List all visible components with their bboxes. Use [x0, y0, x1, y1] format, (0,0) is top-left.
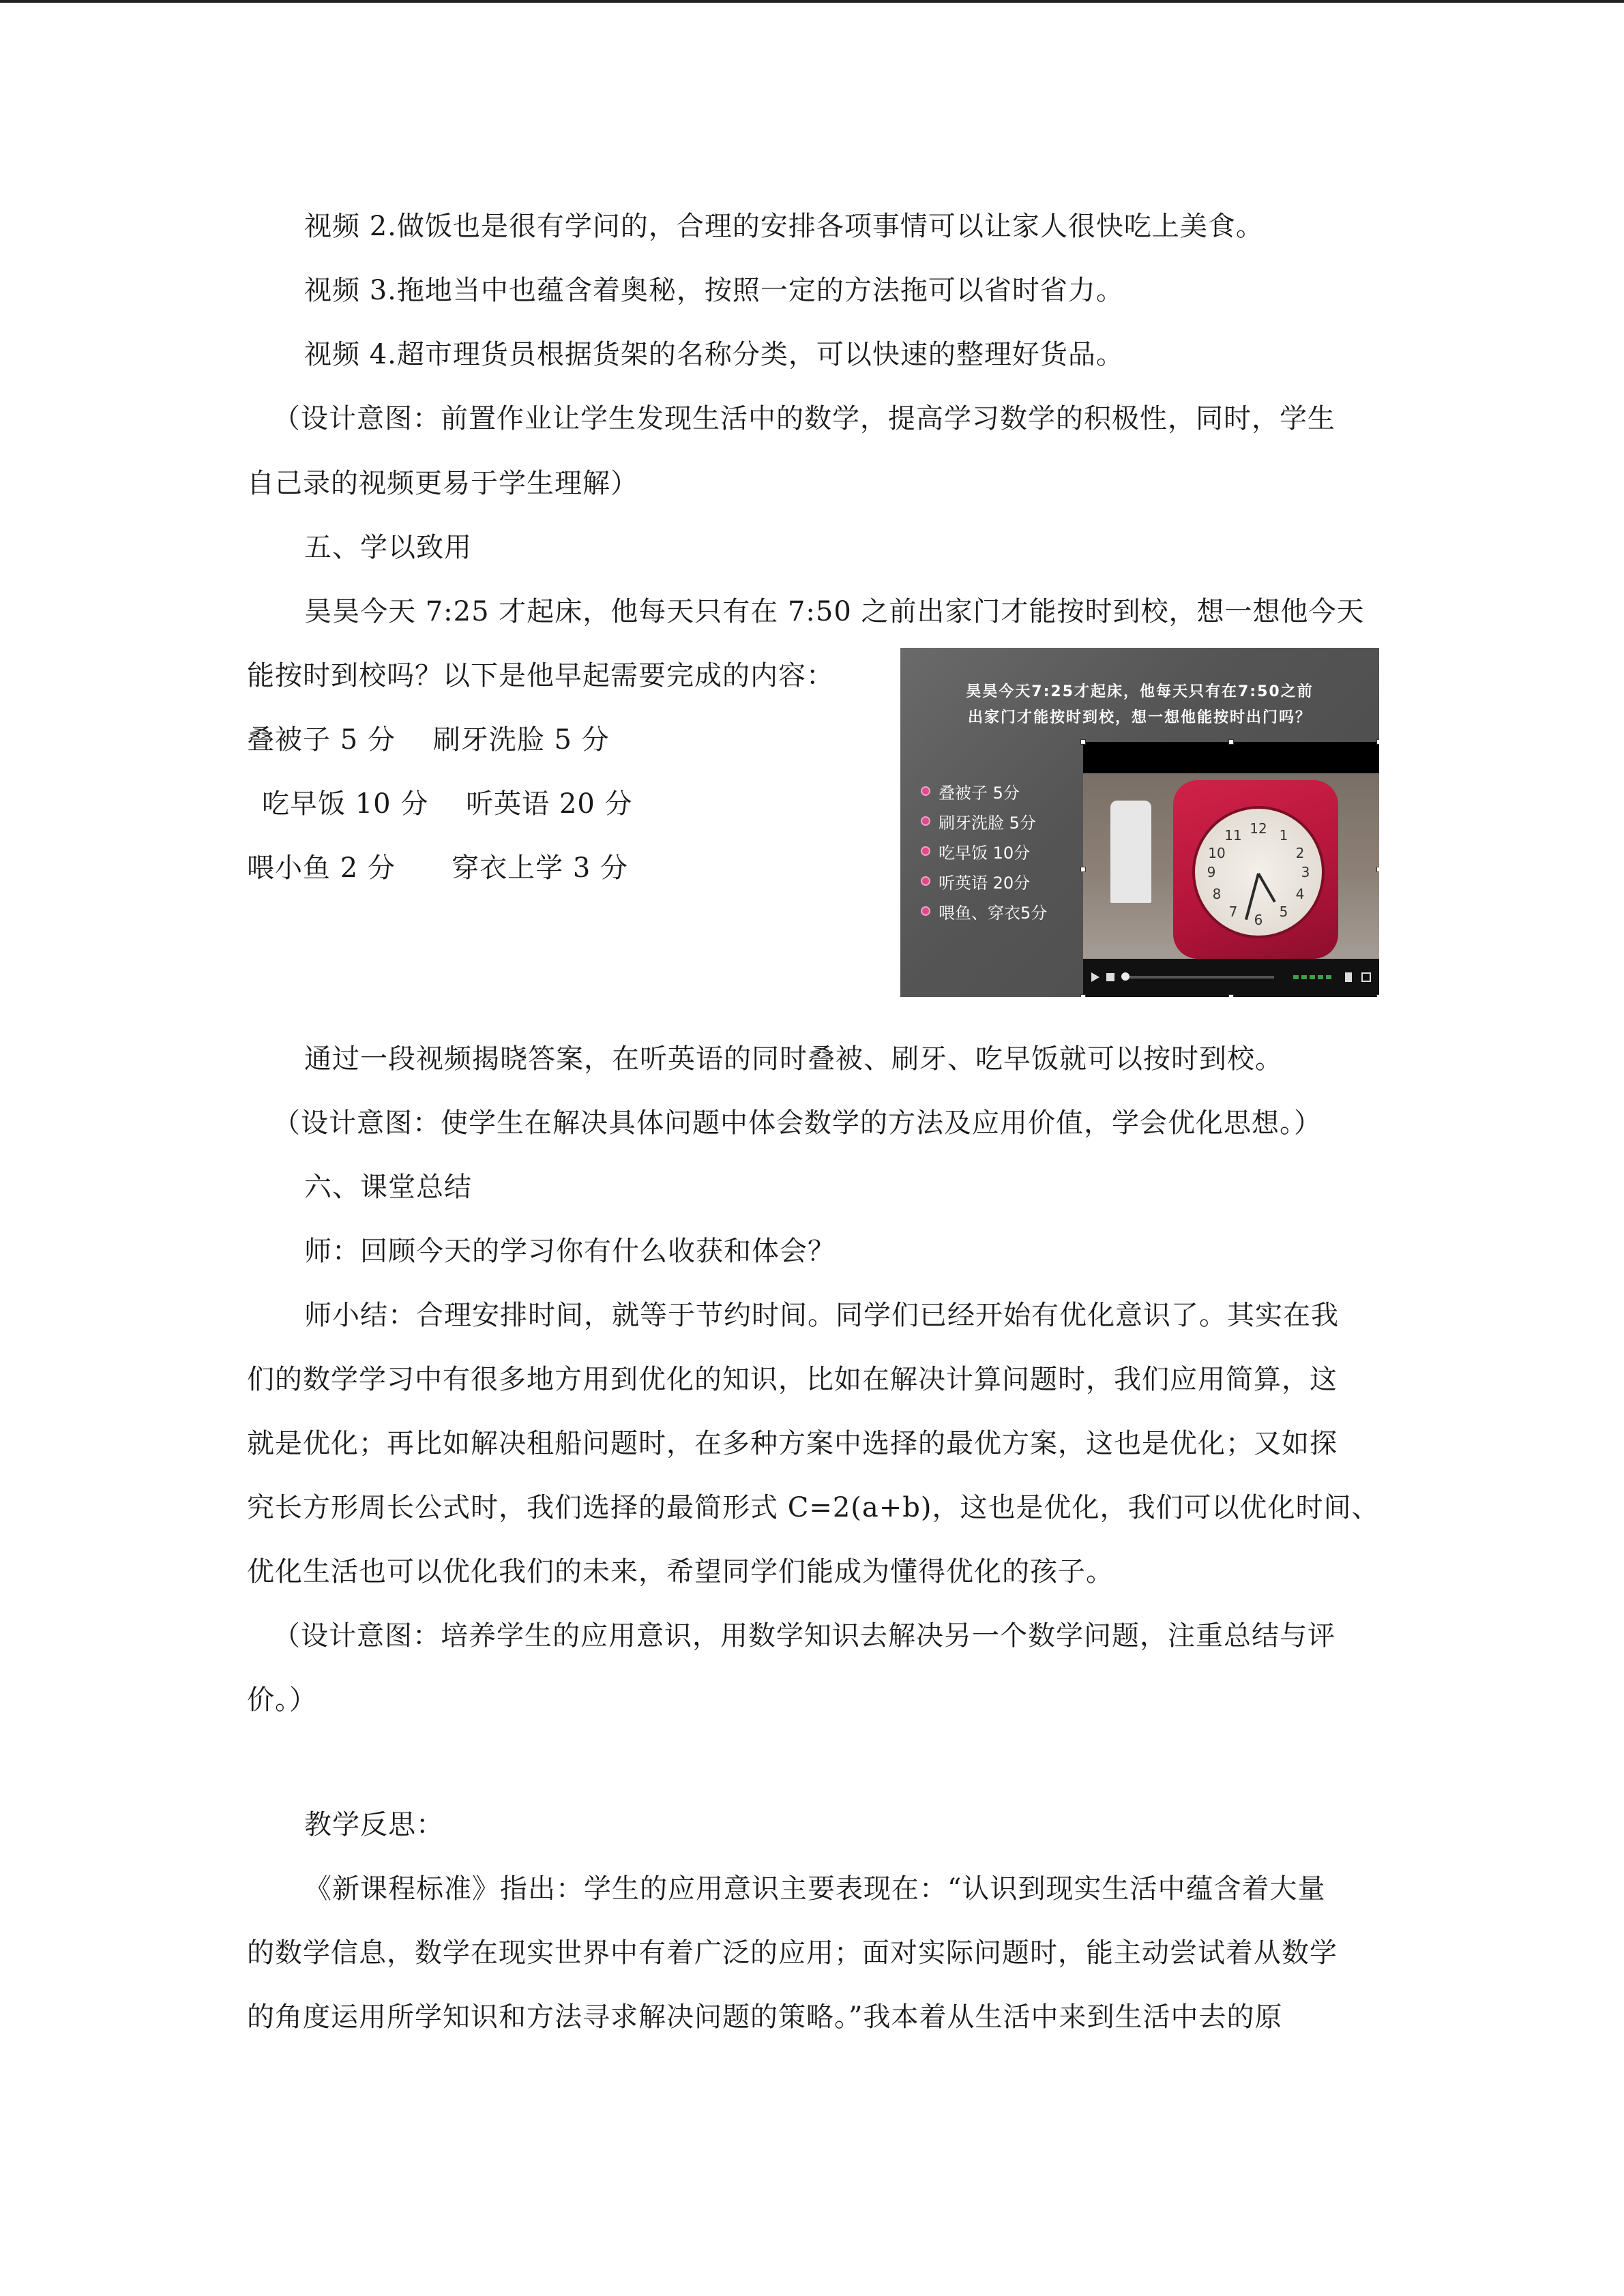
resize-handle[interactable]	[1080, 739, 1086, 745]
lamp-stand	[1110, 801, 1151, 903]
text-line-25: 的数学信息，数学在现实世界中有着广泛的应用；面对实际问题时，能主动尝试着从数学	[247, 1937, 1338, 1969]
resize-handle[interactable]	[1376, 867, 1379, 872]
slide-item	[921, 866, 1047, 896]
stop-icon[interactable]	[1106, 973, 1114, 981]
slide-title-line-1: 昊昊今天7:25才起床，他每天只有在7:50之前	[966, 683, 1314, 700]
text-line-26: 的角度运用所学知识和方法寻求解决问题的策略。”我本着从生活中来到生活中去的原	[247, 2001, 1283, 2033]
resize-handle[interactable]	[1228, 994, 1234, 997]
video-player[interactable]	[1083, 742, 1379, 997]
slide-title-line-2: 出家门才能按时到校，想一想他能按时出门吗？	[967, 709, 1312, 726]
text-line-3: 视频 4.超市理货员根据货架的名称分类，可以快速的整理好货品。	[304, 339, 1124, 370]
section-heading-6: 六、课堂总结	[304, 1172, 472, 1203]
clock-number: 11	[1224, 827, 1242, 844]
text-line-15: 师：回顾今天的学习你有什么收获和体会？	[304, 1236, 836, 1267]
resize-handle[interactable]	[1080, 994, 1086, 997]
clock-face	[1192, 806, 1325, 938]
slide-title	[907, 679, 1372, 731]
clock-number: 3	[1301, 864, 1310, 880]
play-icon[interactable]	[1091, 972, 1099, 982]
page-top-border	[0, 0, 1624, 3]
clock-numbers	[1195, 809, 1322, 936]
slide-item-label: 听英语 20分	[939, 873, 1031, 893]
slide-item-label: 喂鱼、穿衣5分	[939, 903, 1048, 923]
clock-number: 10	[1208, 845, 1226, 861]
seek-bar[interactable]	[1124, 976, 1274, 979]
slide-item-label: 叠被子 5分	[939, 783, 1020, 803]
text-line-8: 能按时到校吗？以下是他早起需要完成的内容：	[247, 660, 834, 691]
video-controls	[1083, 959, 1379, 997]
text-line-20: 优化生活也可以优化我们的未来，希望同学们能成为懂得优化的孩子。	[247, 1556, 1114, 1587]
alarm-clock-icon	[1173, 780, 1338, 959]
resize-handle[interactable]	[1080, 867, 1086, 872]
task-line-1: 叠被子 5 分 刷牙洗脸 5 分	[247, 724, 610, 756]
slide-item	[921, 836, 1047, 866]
clock-number: 12	[1250, 820, 1267, 837]
slide-item	[921, 806, 1047, 836]
resize-handle[interactable]	[1228, 739, 1234, 745]
slide-image	[900, 648, 1379, 997]
clock-number: 9	[1207, 864, 1216, 880]
clock-number: 6	[1254, 912, 1263, 928]
section-heading-5: 五、学以致用	[304, 532, 472, 563]
fullscreen-icon[interactable]	[1361, 972, 1371, 982]
text-line-2: 视频 3.拖地当中也蕴含着奥秘，按照一定的方法拖可以省时省力。	[304, 275, 1124, 306]
bullet-icon	[921, 846, 930, 856]
text-line-5: 自己录的视频更易于学生理解）	[247, 468, 638, 499]
clock-number: 4	[1295, 886, 1305, 902]
text-line-17: 们的数学学习中有很多地方用到优化的知识，比如在解决计算问题时，我们应用简算，这	[247, 1364, 1338, 1395]
text-line-21: （设计意图：培养学生的应用意识，用数学知识去解决另一个数学问题，注重总结与评	[273, 1620, 1335, 1652]
bullet-icon	[921, 786, 930, 796]
clock-number: 1	[1279, 827, 1288, 844]
resize-handle[interactable]	[1376, 739, 1379, 745]
resize-handle[interactable]	[1376, 994, 1379, 997]
speaker-icon[interactable]	[1345, 972, 1352, 982]
clock-number: 7	[1228, 904, 1238, 920]
text-line-24: 《新课程标准》指出：学生的应用意识主要表现在：“认识到现实生活中蕴含着大量	[304, 1873, 1326, 1905]
video-frame	[1083, 773, 1379, 959]
clock-number: 5	[1279, 904, 1288, 920]
text-line-19: 究长方形周长公式时，我们选择的最简形式 C=2(a+b)，这也是优化，我们可以优化时间、	[247, 1492, 1380, 1523]
seek-handle[interactable]	[1121, 972, 1130, 981]
clock-number: 2	[1295, 845, 1305, 861]
reflection-heading: 教学反思：	[304, 1809, 444, 1840]
text-line-16: 师小结：合理安排时间，就等于节约时间。同学们已经开始有优化意识了。其实在我	[304, 1300, 1339, 1331]
bullet-icon	[921, 876, 930, 886]
slide-item-label: 吃早饭 10分	[939, 843, 1031, 863]
text-line-13: （设计意图：使学生在解决具体问题中体会数学的方法及应用价值，学会优化思想。）	[273, 1107, 1322, 1139]
text-line-22: 价。）	[247, 1684, 317, 1716]
text-line-1: 视频 2.做饭也是很有学问的，合理的安排各项事情可以让家人很快吃上美食。	[304, 211, 1264, 242]
text-line-12: 通过一段视频揭晓答案，在听英语的同时叠被、刷牙、吃早饭就可以按时到校。	[304, 1043, 1283, 1075]
volume-bar[interactable]	[1293, 975, 1334, 979]
slide-item	[921, 776, 1047, 806]
clock-number: 8	[1212, 886, 1222, 902]
bullet-icon	[921, 816, 930, 826]
task-line-2: 吃早饭 10 分 听英语 20 分	[262, 788, 633, 820]
slide-item	[921, 896, 1047, 926]
text-line-18: 就是优化；再比如解决租船问题时，在多种方案中选择的最优方案，这也是优化；又如探	[247, 1428, 1338, 1459]
bullet-icon	[921, 906, 930, 916]
text-line-4: （设计意图：前置作业让学生发现生活中的数学，提高学习数学的积极性，同时，学生	[273, 403, 1335, 434]
task-line-3: 喂小鱼 2 分 穿衣上学 3 分	[247, 852, 629, 884]
text-line-7: 昊昊今天 7:25 才起床，他每天只有在 7:50 之前出家门才能按时到校，想一想他今天	[304, 596, 1365, 627]
slide-task-list	[921, 776, 1047, 926]
slide-item-label: 刷牙洗脸 5分	[939, 813, 1036, 833]
